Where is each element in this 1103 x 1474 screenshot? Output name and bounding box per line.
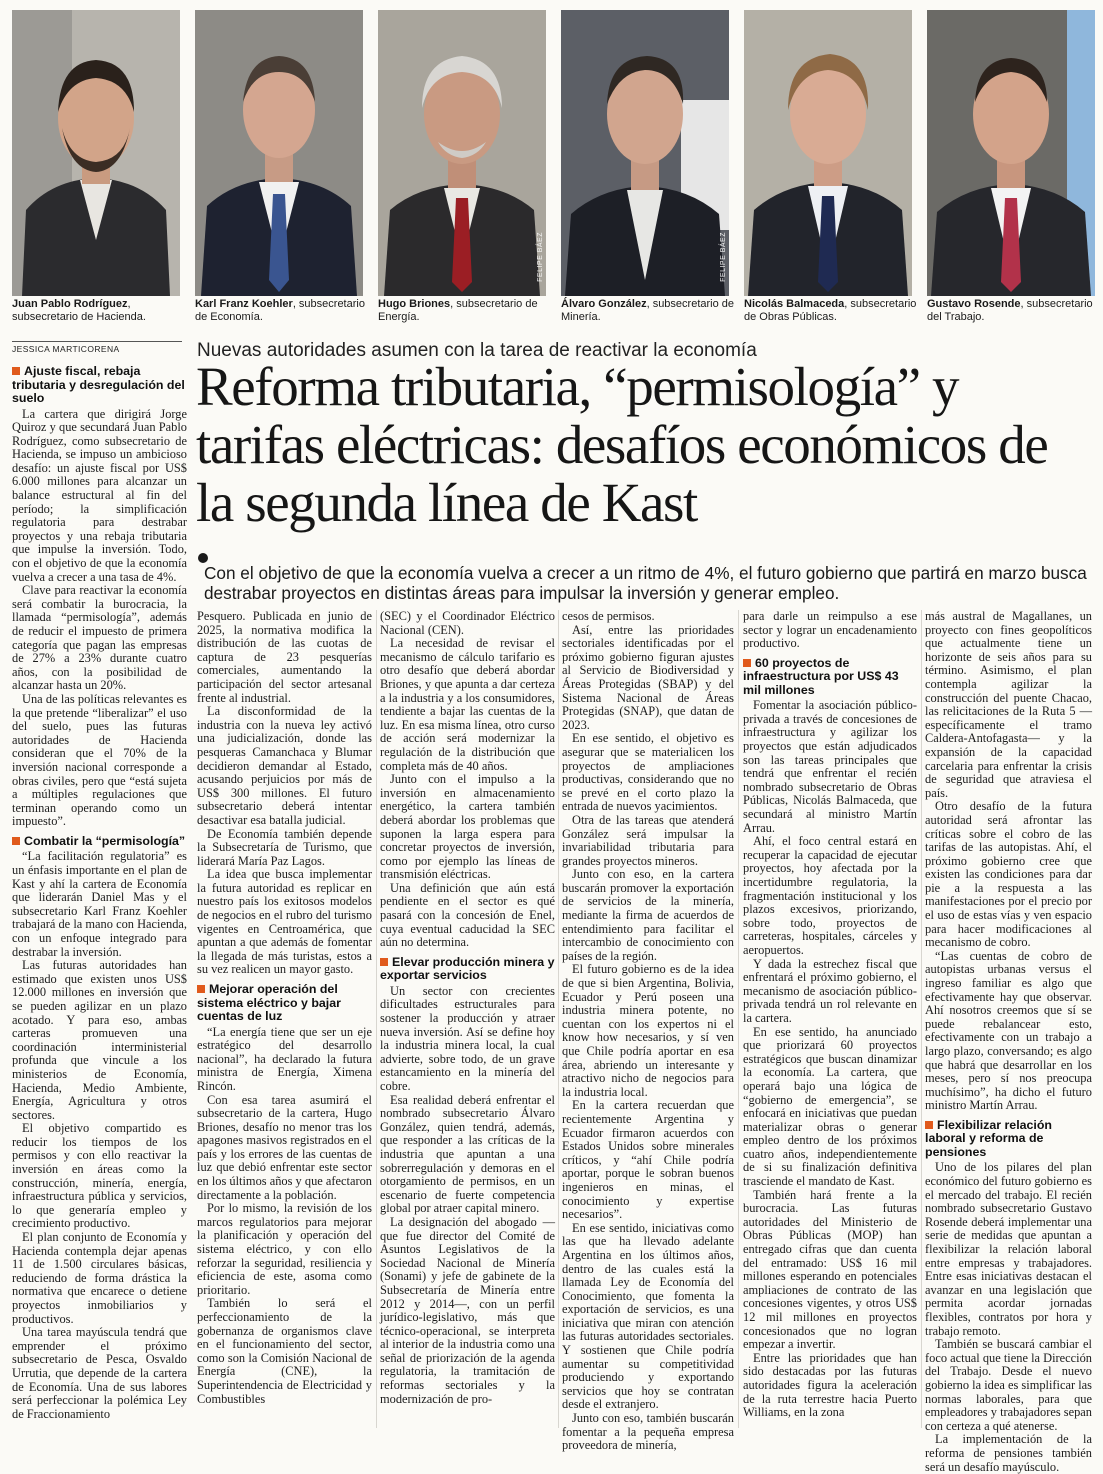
paragraph: Uno de los pilares del plan económico del futuro gobierno es el mercado del trabajo. El recién nombrado subsecretario Gustavo Rosende deberá implementar una serie de medidas que apuntan a flexibilizar la relación laboral entre empresas y trabajadores. Entre esas iniciativas destacan el avanzar en una legislación que permita acordar jornadas flexibles, contratos por hora y trabajo remoto. <box>925 1160 1092 1338</box>
portrait-image <box>744 10 912 296</box>
paragraph: Junto con eso, en la cartera buscarán promover la exportación de servicios de la minería, mediante la firma de acuerdos de entendimiento para facilitar el intercambio de conocimiento con países de la región. <box>562 867 734 963</box>
paragraph: Un sector con crecientes dificultades estructurales para sostener la producción y atraer nueva inversión. Así se define hoy la industria minera local, la cual advierte, sobre todo, de un grave estancamiento en la minería del cobre. <box>380 983 555 1093</box>
column-divider <box>376 610 377 1428</box>
column-divider <box>921 610 922 1428</box>
paragraph: El objetivo compartido es reducir los tiempos de los permisos y con ello reactivar la inversión en áreas como la construcción, minería, energía, infraestructura pública y servicios, lo que generaría empleo y crecimiento productivo. <box>12 1121 187 1231</box>
caption-name: Juan Pablo Rodríguez <box>12 298 128 310</box>
photo-juan-pablo-rodriguez <box>12 10 180 296</box>
subhead-text: Flexibilizar relación laboral y reforma de pensiones <box>925 1117 1053 1159</box>
paragraph: Junto con el impulso a la inversión en almacenamiento energético, la cartera también deberá abordar los problemas que suponen la larga espera para concretar proyectos de inversión, como por ejemplo las líneas de transmisión eléctricas. <box>380 772 555 882</box>
orange-square-icon <box>12 837 20 845</box>
paragraph: El plan conjunto de Economía y Hacienda contempla dejar apenas 11 de 1.500 circulares básicas, reduciendo de forma drástica la normativa que encarece o detiene proyectos inmobiliarios y productivos. <box>12 1230 187 1326</box>
caption-nicolas-balmaceda <box>744 298 920 324</box>
paragraph: “La energía tiene que ser un eje estratégico del desarrollo nacional”, ha declarado la futura ministra de Energía, Ximena Rincón. <box>197 1024 372 1093</box>
paragraph: “Las cuentas de cobro de autopistas urbanas versus el ingreso familiar es algo que efectivamente hay que observar. Ahí nosotros creemos que sí se puede rebalancear esto, efectivamente con un trabajo a largo plazo, conversando; es algo que habrá que desarrollar en los meses, pero sí nos preocupa muchísimo”, ha dicho el futuro ministro Martín Arrau. <box>925 948 1092 1113</box>
headline: Reforma tributaria, “permisología” y tarifas eléctricas: desafíos económicos de la segunda línea de Kast <box>196 356 1048 533</box>
caption-hugo-briones <box>378 298 554 324</box>
column-divider <box>738 610 739 1428</box>
paragraph: Una definición que aún está pendiente en el sector es qué pasará con la concesión de Enel, cuya eventual caducidad la SEC aún no determina. <box>380 880 555 950</box>
orange-square-icon <box>925 1121 933 1129</box>
subhead-text: Combatir la “permisología” <box>24 833 186 848</box>
photo-credit: FELIPE BÁEZ <box>720 232 727 282</box>
caption-name: Hugo Briones <box>378 298 451 310</box>
photo-hugo-briones <box>378 10 546 296</box>
orange-square-icon <box>743 659 751 667</box>
paragraph: De Economía también depende la Subsecretaría de Turismo, que liderará María Paz Lagos. <box>197 826 372 868</box>
photo-karl-franz-koehler <box>195 10 363 296</box>
paragraph: cesos de permisos. <box>562 609 655 623</box>
deck: Con el objetivo de que la economía vuelva a crecer a un ritmo de 4%, el futuro gobierno que partirá en marzo busca destrabar proyectos en distintas áreas para impulsar la inversión y generar empleo. <box>204 563 1087 603</box>
paragraph: Por lo mismo, la revisión de los marcos regulatorios para mejorar la planificación y operación del sistema eléctrico, y con ello reforzar la seguridad, resiliencia y eficiencia de este, asoma como prioritario. <box>197 1201 372 1297</box>
photo-credit: FELIPE BÁEZ <box>537 232 544 282</box>
paragraph: Y dada la estrechez fiscal que enfrentará el próximo gobierno, el mecanismo de asociación público-privada tendrá un rol relevante en la cartera. <box>743 956 917 1025</box>
paragraph: Entre las prioridades que han sido destacadas por las futuras autoridades figura la aceleración de la ruta terrestre hacia Puerto Williams, en la zona <box>743 1350 917 1420</box>
paragraph: En la cartera recuerdan que recientemente Argentina y Ecuador firmaron acuerdos con Estados Unidos sobre minerales críticos, y “ahí Chile podría aportar, porque le sobran buenos ingenieros en minas, el conocimiento y expertise necesarios”. <box>562 1098 734 1222</box>
paragraph: Pesquero. Publicada en junio de 2025, la normativa modifica la distribución de las cuotas de captura de 23 pesquerías comerciales, aumentando la participación del sector artesanal frente al industrial. <box>197 609 372 705</box>
caption-role: , subsecretario de Economía. <box>195 298 365 323</box>
caption-role: , subsecretario del Trabajo. <box>927 298 1093 323</box>
portrait-alvaro-gonzalez <box>561 10 729 296</box>
paragraph: También lo será el perfeccionamiento de la gobernanza de organismos clave en el funcionamiento del sector, como son la Comisión Nacional de Energía (CNE), la Superintendencia de Electricidad y Combustibles <box>197 1296 372 1406</box>
article-column-6 <box>925 609 1092 1474</box>
subhead-relacion-laboral <box>925 1119 1092 1160</box>
portrait-image <box>561 10 729 296</box>
portrait-image <box>195 10 363 296</box>
portrait-image <box>927 10 1095 296</box>
caption-gustavo-rosende <box>927 298 1103 324</box>
subhead-text: 60 proyectos de infraestructura por US$ 43 mil millones <box>743 655 899 697</box>
caption-alvaro-gonzalez <box>561 298 737 324</box>
byline: JESSICA MARTICORENA <box>12 341 182 354</box>
column-divider <box>558 610 559 1428</box>
article-column-2 <box>197 610 372 1428</box>
caption-karl-franz-koehler <box>195 298 371 324</box>
paragraph: La disconformidad de la industria con la nueva ley activó una judicialización, donde las pesqueras Camanchaca y Blumar decidieron demandar al Estado, acusando perjuicios por más de US$ 300 millones. El futuro subsecretario deberá intentar desactivar esa batalla judicial. <box>197 704 372 827</box>
caption-role: , subsecretario de Hacienda. <box>12 298 146 323</box>
paragraph: En ese sentido, ha anunciado que priorizará 60 proyectos estratégicos que buscan dinamizar la economía. La cartera, que operará bajo una lógica de “gobierno de emergencia”, se enfocará en iniciativas que puedan materializar obras o generar empleo dentro de los próximos cuatro años, independientemente de si su finalización definitiva trasciende el mandato de Kast. <box>743 1024 917 1189</box>
paragraph: También se buscará cambiar el foco actual que tiene la Dirección del Trabajo. Desde el nuevo gobierno la idea es simplificar las normas laborales, para que empleadores y trabajadores sepan con certeza a qué atenerse. <box>925 1337 1092 1433</box>
subhead-text: Elevar producción minera y exportar servicios <box>380 954 555 983</box>
article-column-4 <box>562 609 734 1453</box>
portrait-image <box>12 10 180 296</box>
subhead-produccion-minera <box>380 956 555 983</box>
paragraph: Esa realidad deberá enfrentar el nombrado subsecretario Álvaro González, quien tendrá, además, que responder a las críticas de la industria que apuntan a una sobrerregulación y demoras en el otorgamiento de permisos, en un escenario de fuerte competencia global por atraer capital minero. <box>380 1092 555 1216</box>
caption-role: , subsecretario de Obras Públicas. <box>744 298 917 323</box>
article-column-1 <box>12 365 187 1429</box>
caption-role: , subsecretario de Minería. <box>561 298 735 323</box>
paragraph: Ahí, el foco central estará en recuperar la capacidad de ejecutar proyectos, hoy afectada por la incertidumbre regulatoria, la fragmentación institucional y los plazos excesivos, priorizando, sobre todo, proyectos de carreteras, hospitales, cárceles y aeropuertos. <box>743 834 917 957</box>
photo-alvaro-gonzalez <box>561 10 729 296</box>
kicker: Nuevas autoridades asumen con la tarea de reactivar la economía <box>197 340 757 361</box>
portrait-gustavo-rosende <box>927 10 1095 296</box>
subhead-text: Ajuste fiscal, rebaja tributaria y desregulación del suelo <box>12 364 185 405</box>
paragraph: Junto con eso, también buscarán fomentar a la pequeña empresa proveedora de minería, <box>562 1411 734 1453</box>
portrait-nicolas-balmaceda <box>744 10 912 296</box>
orange-square-icon <box>12 367 20 375</box>
article-column-3 <box>380 610 555 1428</box>
caption-name: Karl Franz Koehler <box>195 298 293 310</box>
subhead-infraestructura <box>743 657 917 698</box>
subhead-ajuste-fiscal <box>12 365 187 406</box>
paragraph: La implementación de la reforma de pensiones también será un desafío mayúsculo. <box>925 1432 1092 1474</box>
paragraph: Una de las políticas relevantes es la que pretende “liberalizar” el uso del suelo, pues las futuras autoridades de Hacienda consideran que el 70% de la inversión nacional corresponde a obras civiles, pero que “está sujeta a múltiples regulaciones que terminan operando como un impuesto”. <box>12 691 187 829</box>
orange-square-icon <box>197 985 205 993</box>
subhead-permisologia <box>12 835 187 849</box>
portrait-image <box>378 10 546 296</box>
paragraph: Así, entre las prioridades sectoriales identificadas por el próximo gobierno figuran ajustes al Servicio de Biodiversidad y Áreas Protegidas (SBAP) y del Sistema Nacional de Áreas Protegidas (SNAP), que datan de 2023. <box>562 622 734 732</box>
paragraph: “La facilitación regulatoria” es un énfasis importante en el plan de Kast y ahí la cartera de Economía que liderarán Daniel Mas y el subsecretario Karl Franz Koehler trabajará de la mano con Hacienda, con un enfoque integrado para destrabar la inversión. <box>12 849 187 959</box>
paragraph: Otro desafío de la futura autoridad será afrontar las críticas sobre el cobro de las tarifas de las autopistas. Ahí, el próximo gobierno cree que existen las condiciones para dar pie a la respuesta a las manifestaciones por el precio por el uso de estas vías y ven espacio para hacer modificaciones al mecanismo de cobro. <box>925 799 1092 950</box>
caption-name: Álvaro González <box>561 298 647 310</box>
paragraph: También hará frente a la burocracia. Las futuras autoridades del Ministerio de Obras Públicas (MOP) han entregado cifras que dan cuenta del entramado: US$ 16 mil millones esperando en potenciales ampliaciones de contrato de las concesiones vigentes, y otros US$ 12 mil millones en proyectos concesionados que no logran empezar a invertir. <box>743 1187 917 1352</box>
paragraph: En ese sentido, iniciativas como las que ha llevado adelante Argentina en los últimos años, dentro de las cuales está la llamada Ley de Economía del Conocimiento, que fomenta la exportación de servicios, es una iniciativa que miran con atención las futuras autoridades sectoriales. Y sostienen que Chile podría aumentar su competitividad produciendo y exportando servicios que hoy se contratan desde el extranjero. <box>562 1220 734 1412</box>
paragraph: Otra de las tareas que atenderá González será impulsar la invariabilidad tributaria para grandes proyectos mineros. <box>562 812 734 868</box>
paragraph: más austral de Magallanes, un proyecto con fines geopolíticos que actualmente tiene un horizonte de seis años para su término. Asimismo, el plan contempla agilizar la construcción del puente Chacao, las relicitaciones de la Ruta 5 —específicamente el tramo Caldera-Antofagasta— y la expansión de la capacidad carcelaria para enfrentar la crisis de seguridad que atraviesa el país. <box>925 609 1092 800</box>
paragraph: La cartera que dirigirá Jorge Quiroz y que secundará Juan Pablo Rodríguez, como subsecretario de Hacienda, se impuso un ambicioso desafío: un ajuste fiscal por US$ 6.000 millones para alcanzar un balance estructural al fin del período; la simplificación regulatoria para destrabar proyectos y una rebaja tributaria que impulse la inversión. Todo, con el objetivo de que la economía vuelva a crecer a una tasa de 4%. <box>12 406 187 584</box>
paragraph: Clave para reactivar la economía será combatir la burocracia, la llamada “permisología”, además de reducir el impuesto de primera categoría que pagan las empresas de 27% a 23% durante cuatro años, con la posibilidad de alcanzar hasta un 20%. <box>12 583 187 693</box>
portrait-strip <box>12 10 1090 296</box>
subhead-sistema-electrico <box>197 983 372 1024</box>
photo-nicolas-balmaceda <box>744 10 912 296</box>
paragraph: La idea que busca implementar la futura autoridad es replicar en nuestro país los exitosos modelos de negocios en el rubro del turismo vigentes en Centroamérica, que apuntan a que además de fomentar la llegada de más turistas, estos a su vez realicen un mayor gasto. <box>197 867 372 977</box>
paragraph: Las futuras autoridades han estimado que existen unos US$ 12.000 millones en inversión que se pueden agilizar en un plazo acotado. Y para eso, ambas carteras promueven una coordinación interministerial profunda que vincule a los ministerios de Economía, Hacienda, Medio Ambiente, Energía, Agricultura y otros sectores. <box>12 958 187 1122</box>
caption-role: , subsecretario de Energía. <box>378 298 538 323</box>
caption-name: Gustavo Rosende <box>927 298 1021 310</box>
deck-bullet-icon <box>198 553 208 563</box>
paragraph: (SEC) y el Coordinador Eléctrico Nacional (CEN). <box>380 609 555 637</box>
paragraph: Con esa tarea asumirá el subsecretario de la cartera, Hugo Briones, desafío no menor tras los apagones masivos registrados en el país y los errores de las cuentas de luz que debió enfrentar este sector en los últimos años y que afectaron directamente a la población. <box>197 1092 372 1202</box>
paragraph: para darle un reimpulso a ese sector y lograr un encadenamiento productivo. <box>743 609 917 651</box>
portrait-hugo-briones <box>378 10 546 296</box>
portrait-karl-franz-koehler <box>195 10 363 296</box>
orange-square-icon <box>380 958 388 966</box>
paragraph: La necesidad de revisar el mecanismo de cálculo tarifario es otro desafío que deberá abordar Briones, y que apunta a dar certeza a la industria y a los consumidores, tendiente a bajar las cuentas de la luz. En esa misma línea, otro curso de acción será modernizar la regulación de la distribución que completa más de 40 años. <box>380 636 555 773</box>
paragraph: Fomentar la asociación público-privada a través de concesiones de infraestructura y agilizar los proyectos que están adjudicados son las tareas principales que tendrá que enfrentar el recién nombrado subsecretario de Obras Públicas, Nicolás Balmaceda, que secundará al ministro Martín Arrau. <box>743 698 917 835</box>
paragraph: El futuro gobierno es de la idea de que si bien Argentina, Bolivia, Ecuador y Perú poseen una industria minera potente, no cuentan con los expertos ni el know how necesarios, y sí ven que Chile podría aportar en esa área, abriendo un interesante y atractivo nicho de negocios para la industria local. <box>562 962 734 1099</box>
photo-gustavo-rosende <box>927 10 1095 296</box>
paragraph: En ese sentido, el objetivo es asegurar que se materialicen los proyectos de ampliaciones productivas, considerando que no se prevé en el corto plazo la entrada de nuevos yacimientos. <box>562 731 734 814</box>
subhead-text: Mejorar operación del sistema eléctrico y bajar cuentas de luz <box>197 982 341 1024</box>
paragraph: Una tarea mayúscula tendrá que emprender el próximo subsecretario de Pesca, Osvaldo Urrutia, que depende de la cartera de Economía. Una de sus labores será perfeccionar la polémica Ley de Fraccionamiento <box>12 1325 187 1421</box>
article-column-5 <box>743 610 917 1428</box>
caption-name: Nicolás Balmaceda <box>744 298 845 310</box>
paragraph: La designación del abogado —que fue director del Comité de Asuntos Legislativos de la Sociedad Nacional de Minería (Sonami) y jefe de gabinete de la Subsecretaría de Minería entre 2012 y 2014—, con un perfil jurídico-legislativo, más que técnico-operacional, se interpreta al interior de la industria como una señal de priorización de la agenda regulatoria, la tramitación de reformas sectoriales y la modernización de pro- <box>380 1214 555 1406</box>
caption-juan-pablo-rodriguez <box>12 298 188 324</box>
portrait-juan-pablo-rodriguez <box>12 10 180 296</box>
